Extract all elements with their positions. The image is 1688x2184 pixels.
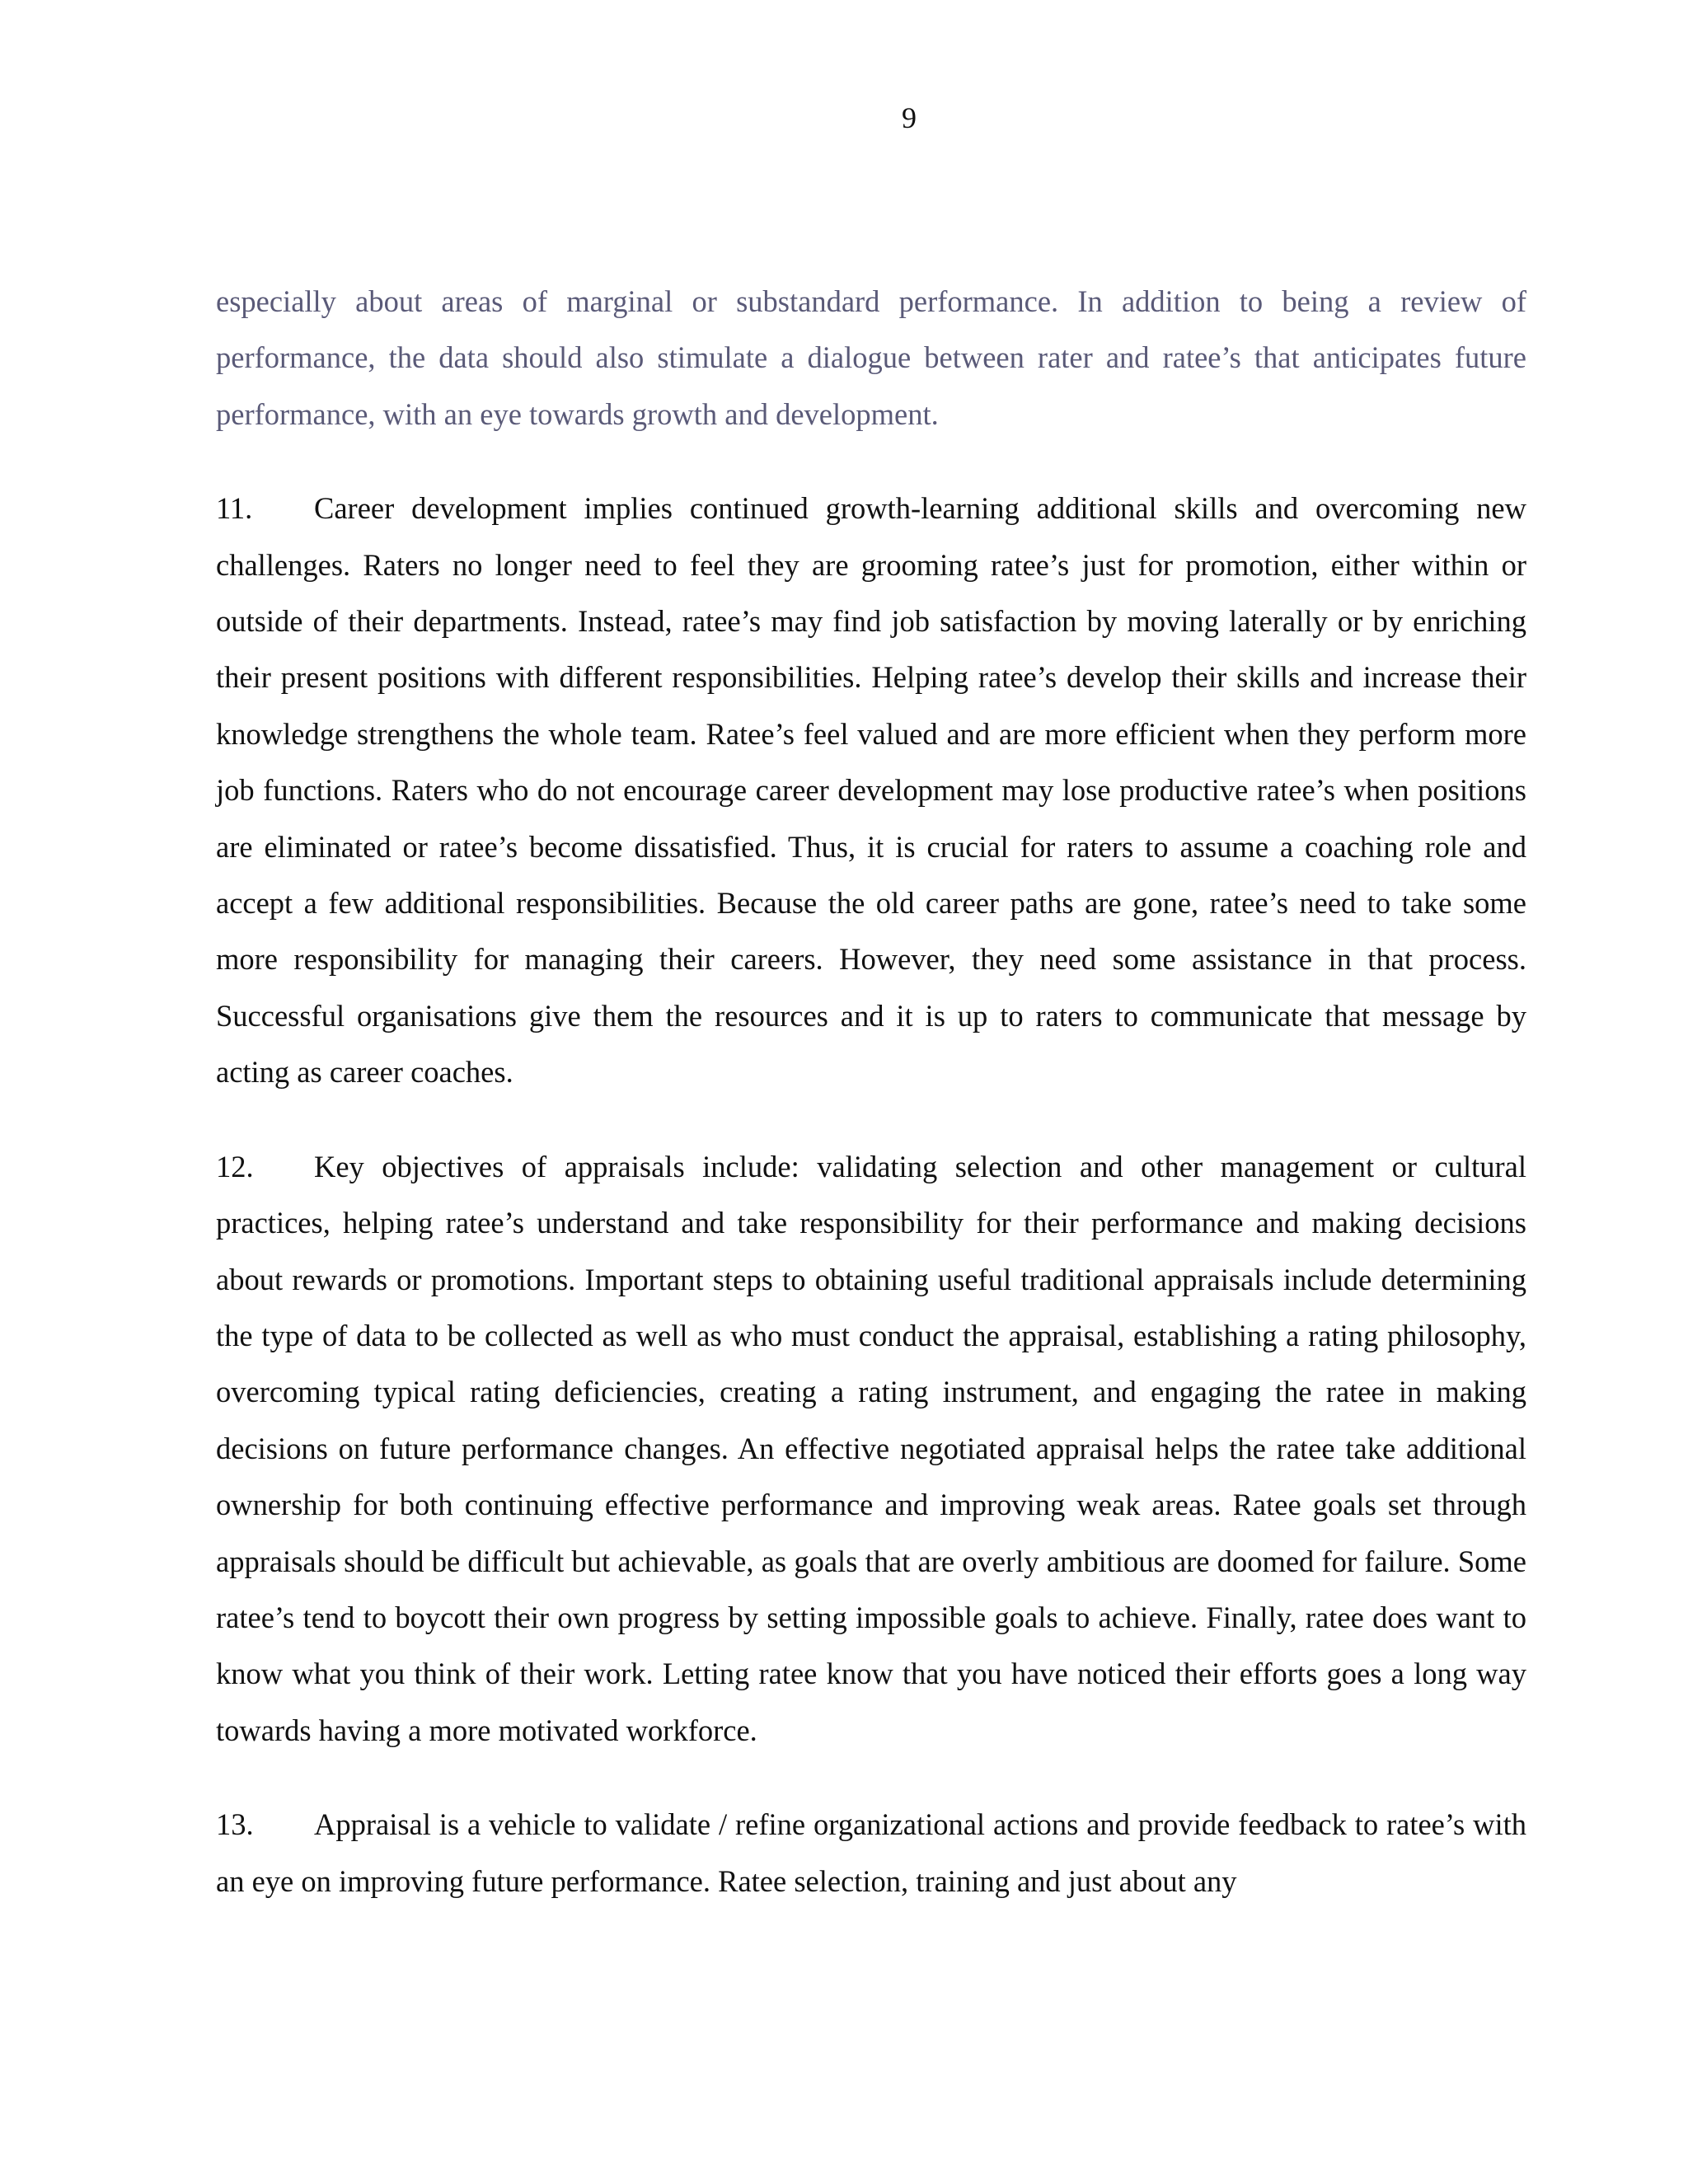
paragraph-text: Key objectives of appraisals include: validating selection and other management or cultural practices, helping ratee’s understand and take responsibility for their performance and making decisions about rewards or promotions. Important steps to obtaining useful traditional appraisals include determining the type of data to be collected as well as who must conduct the appraisal, establishing a rating philosophy, overcoming typical rating deficiencies, creating a rating instrument, and engaging the ratee in making decisions on future performance changes. An effective negotiated appraisal helps the ratee take additional ownership for both continuing effective performance and improving weak areas. Ratee goals set through appraisals should be difficult but achievable, as goals that are overly ambitious are doomed for failure. Some ratee’s tend to boycott their own progress by setting impossible goals to achieve. Finally, ratee does want to know what you think of their work. Letting ratee know that you have noticed their efforts goes a long way towards having a more motivated workforce. <box>216 1149 1526 1747</box>
paragraph-text: especially about areas of marginal or substandard performance. In addition to being a review of performance, the data should also stimulate a dialogue between rater and ratee’s that anticipates future performance, with an eye towards growth and development. <box>216 284 1526 431</box>
paragraph-number: 12. <box>216 1149 254 1183</box>
paragraph-text: Appraisal is a vehicle to validate / refine organizational actions and provide feedback to ratee’s with an eye on improving future performance. Ratee selection, training and just about any <box>216 1807 1526 1898</box>
document-body <box>216 274 1526 1910</box>
page-number: 9 <box>902 101 917 134</box>
paragraph-number: 11. <box>216 491 253 526</box>
paragraph-11 <box>216 480 1526 1100</box>
paragraph-text: Career development implies continued growth-learning additional skills and overcoming new challenges. Raters no longer need to feel they are grooming ratee’s just for promotion, either within or outside of their departments. Instead, ratee’s may find job satisfaction by moving laterally or by enriching their present positions with different responsibilities. Helping ratee’s develop their skills and increase their knowledge strengthens the whole team. Ratee’s feel valued and are more efficient when they perform more job functions. Raters who do not encourage career development may lose productive ratee’s when positions are eliminated or ratee’s become dissatisfied. Thus, it is crucial for raters to assume a coaching role and accept a few additional responsibilities. Because the old career paths are gone, ratee’s need to take some more responsibility for managing their careers. However, they need some assistance in that process. Successful organisations give them the resources and it is up to raters to communicate that message by acting as career coaches. <box>216 491 1526 1090</box>
paragraph-continued <box>216 274 1526 443</box>
paragraph-12 <box>216 1139 1526 1759</box>
paragraph-13 <box>216 1797 1526 1910</box>
paragraph-number: 13. <box>216 1807 254 1842</box>
